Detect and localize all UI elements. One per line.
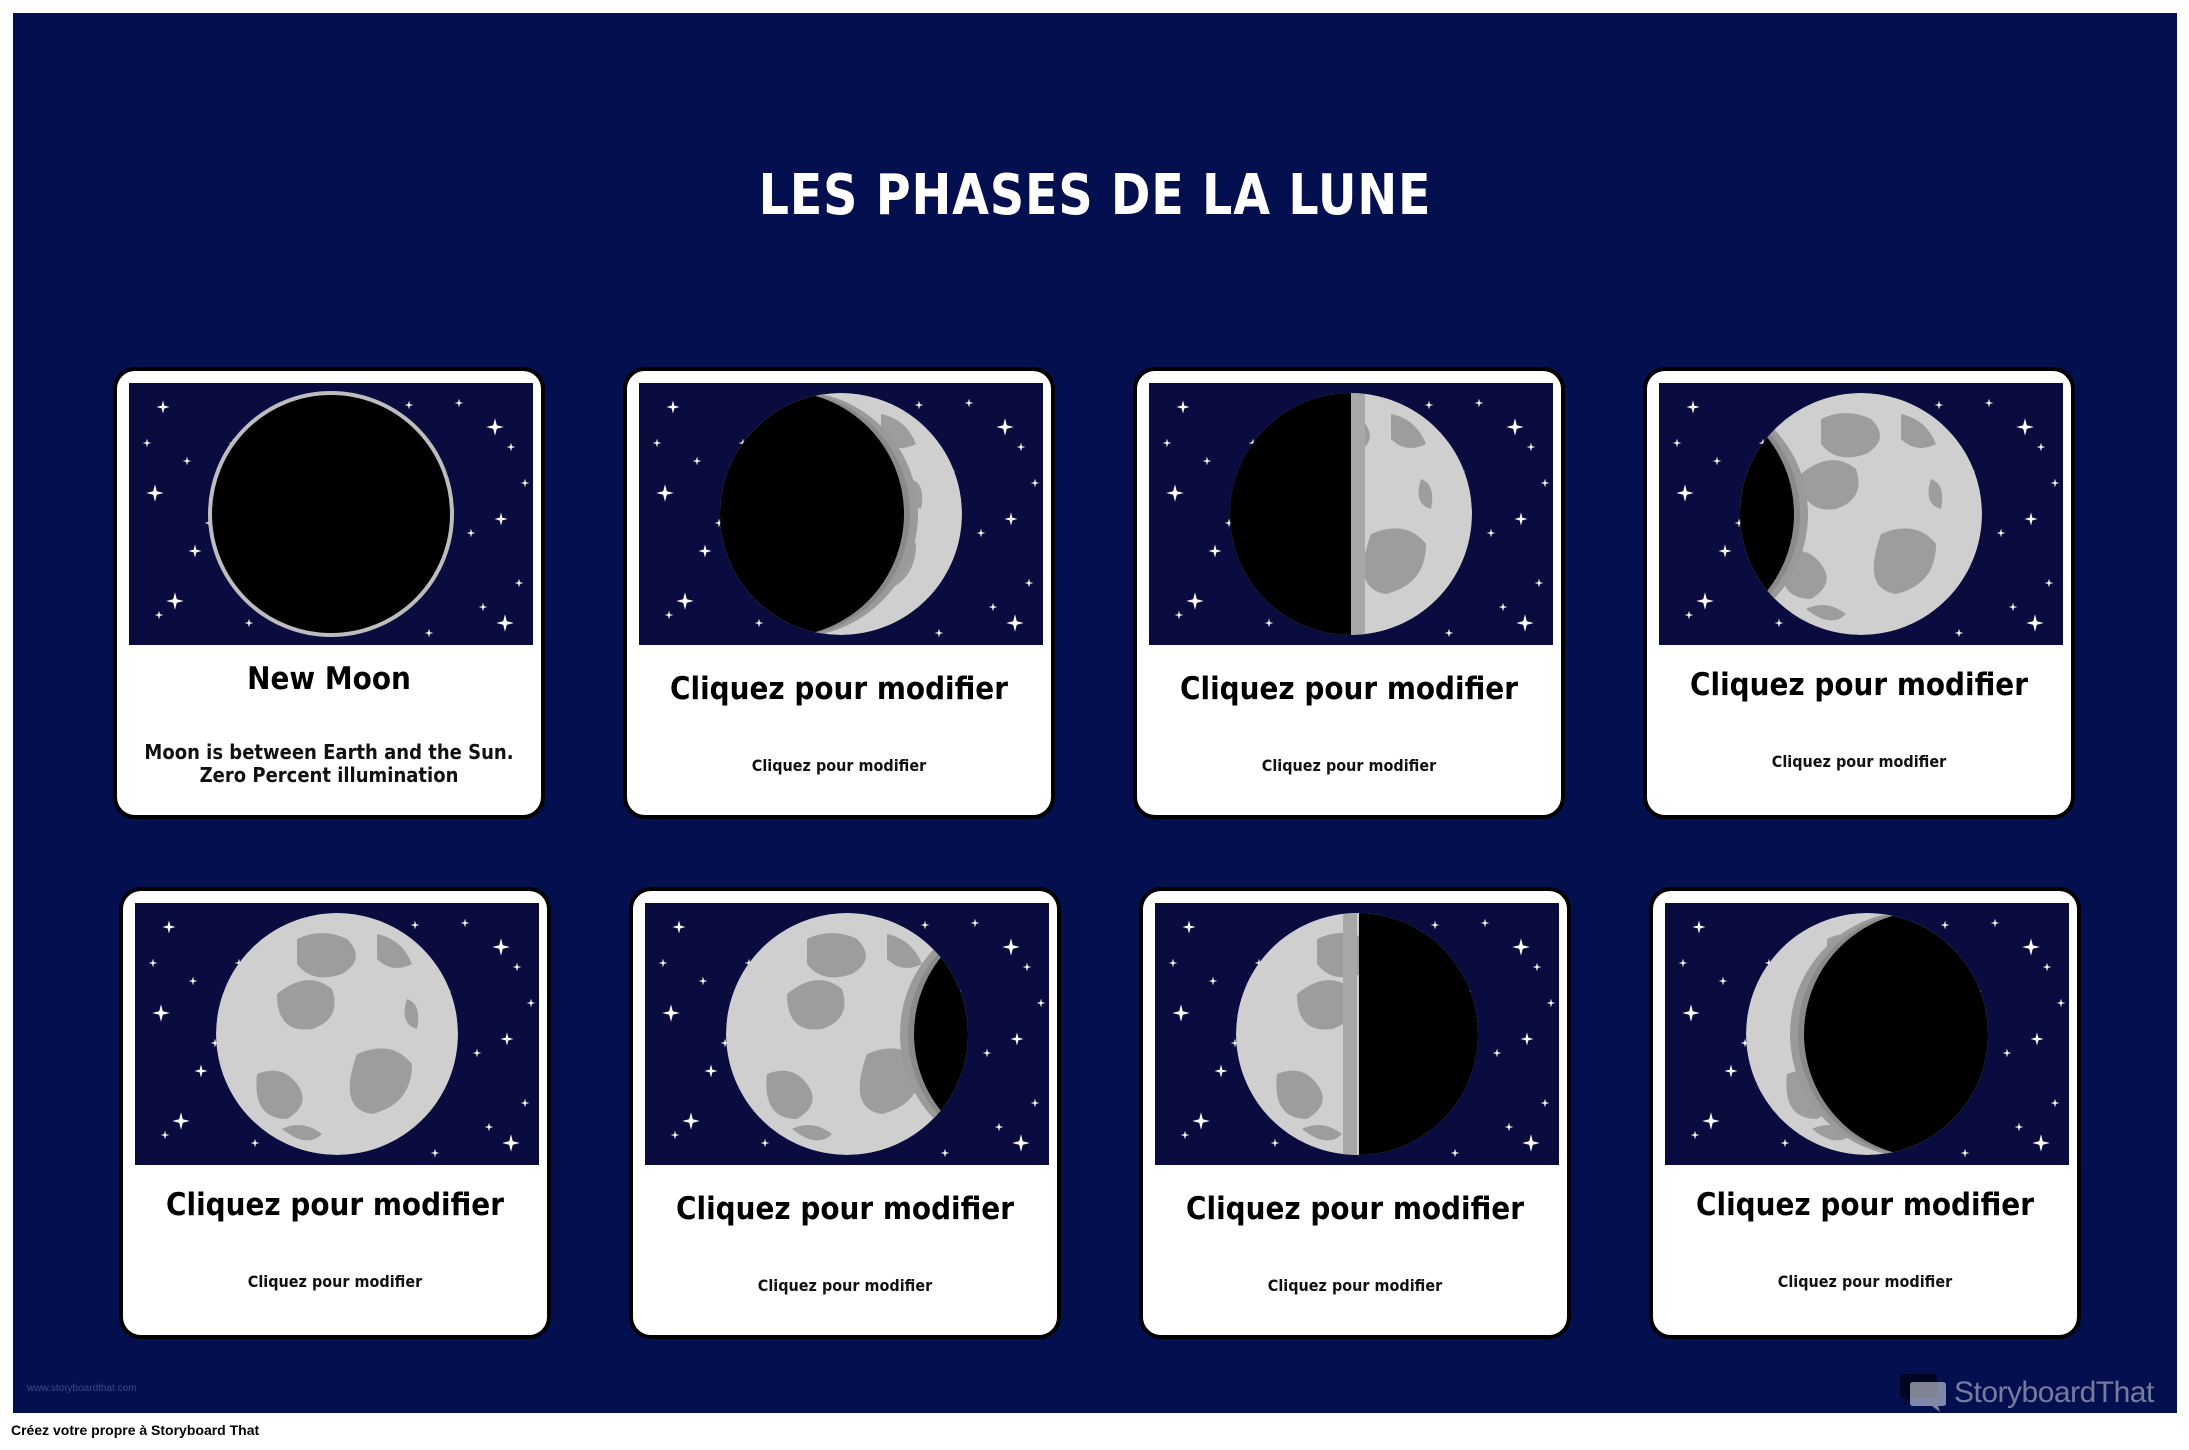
poster-title: LES PHASES DE LA LUNE — [758, 163, 1432, 228]
last-quarter-scene — [1155, 903, 1559, 1165]
watermark-logo-text: StoryboardThat — [1954, 1376, 2154, 1409]
watermark-url: www.storyboardthat.com — [27, 1383, 137, 1394]
phase-card-waning-gibbous[interactable] — [629, 887, 1061, 1339]
card-description-line[interactable]: Cliquez pour modifier — [1261, 756, 1437, 775]
phase-card-full-moon[interactable] — [119, 887, 551, 1339]
speech-bubble-icon — [1898, 1373, 1948, 1413]
card-description-line[interactable]: Cliquez pour modifier — [1267, 1276, 1443, 1295]
card-description-line[interactable]: Moon is between Earth and the Sun. — [144, 740, 514, 764]
poster — [13, 13, 2177, 1413]
moon-surface — [216, 913, 458, 1155]
waning-crescent-scene — [1665, 903, 2069, 1165]
card-title[interactable]: Cliquez pour modifier — [1180, 671, 1518, 707]
new-moon-scene — [129, 383, 533, 645]
footer-credit[interactable]: Créez votre propre à Storyboard That — [11, 1422, 260, 1438]
card-title[interactable]: Cliquez pour modifier — [1186, 1191, 1524, 1227]
card-description-line[interactable]: Cliquez pour modifier — [751, 756, 927, 775]
card-title[interactable]: Cliquez pour modifier — [1690, 667, 2028, 703]
card-title[interactable]: Cliquez pour modifier — [670, 671, 1008, 707]
storyboardthat-logo — [1898, 1371, 2154, 1415]
terminator-band — [1343, 913, 1357, 1155]
phase-card-waxing-crescent[interactable] — [623, 367, 1055, 819]
phase-card-first-quarter[interactable] — [1133, 367, 1565, 819]
waxing-crescent-scene — [639, 383, 1043, 645]
card-title[interactable]: Cliquez pour modifier — [676, 1191, 1014, 1227]
terminator-band — [1351, 393, 1365, 635]
full-moon-scene — [135, 903, 539, 1165]
first-quarter-scene — [1149, 383, 1553, 645]
card-description-line[interactable]: Cliquez pour modifier — [247, 1272, 423, 1291]
moon-disc — [210, 393, 452, 635]
moon-surface — [1236, 913, 1480, 1155]
phase-card-waning-crescent[interactable] — [1649, 887, 2081, 1339]
phase-card-new-moon[interactable] — [113, 367, 545, 819]
phase-card-waxing-gibbous[interactable] — [1643, 367, 2075, 819]
card-description-line[interactable]: Cliquez pour modifier — [757, 1276, 933, 1295]
card-description-line[interactable]: Zero Percent illumination — [199, 763, 459, 787]
waning-gibbous-scene — [645, 903, 1049, 1165]
card-title[interactable]: Cliquez pour modifier — [1696, 1187, 2034, 1223]
card-description-line[interactable]: Cliquez pour modifier — [1777, 1272, 1953, 1291]
moon-surface — [1230, 393, 1472, 635]
card-title[interactable]: Cliquez pour modifier — [166, 1187, 504, 1223]
phase-card-last-quarter[interactable] — [1139, 887, 1571, 1339]
card-title[interactable]: New Moon — [247, 661, 411, 697]
waxing-gibbous-scene — [1659, 383, 2063, 645]
card-description-line[interactable]: Cliquez pour modifier — [1771, 752, 1947, 771]
